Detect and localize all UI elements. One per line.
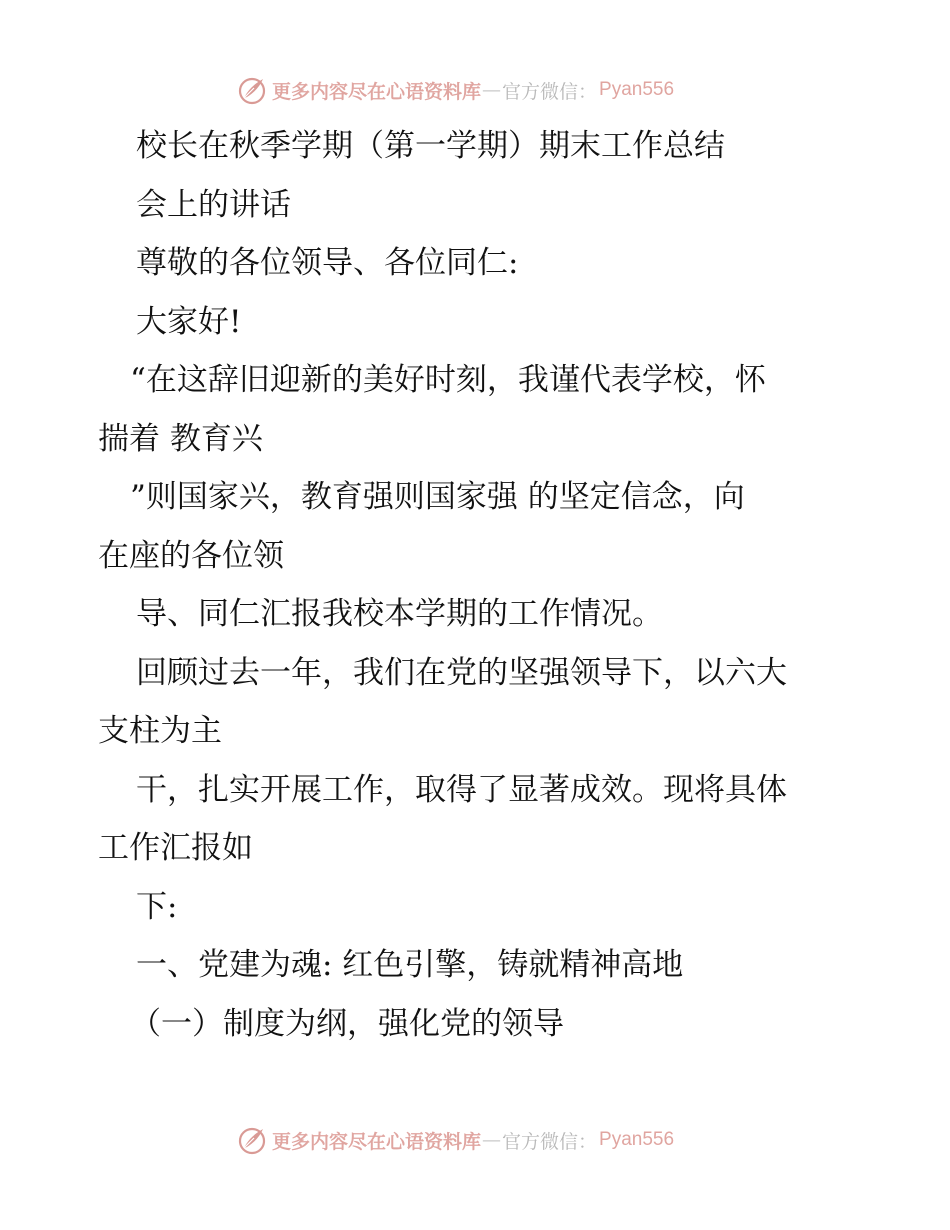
quill-logo-icon bbox=[236, 74, 268, 106]
salutation: 尊敬的各位领导、各位同仁: bbox=[136, 245, 519, 281]
paragraph-line: 导、同仁汇报我校本学期的工作情况。 bbox=[136, 596, 663, 632]
watermark-main-text: 更多内容尽在心语资料库 bbox=[272, 1130, 482, 1153]
watermark-header bbox=[236, 73, 674, 107]
document-title: 校长在秋季学期（第一学期）期末工作总结 bbox=[136, 128, 725, 164]
greeting: 大家好! bbox=[136, 303, 242, 340]
paragraph-line: 在座的各位领 bbox=[98, 537, 284, 574]
watermark-sub-text: 官方微信： bbox=[502, 80, 598, 103]
quill-logo-icon bbox=[236, 1124, 268, 1156]
paragraph-line: 回顾过去一年，我们在党的坚强领导下，以六大 bbox=[136, 654, 787, 691]
watermark-separator: — bbox=[482, 79, 502, 101]
document-body bbox=[98, 117, 868, 1053]
paragraph-line: 下: bbox=[136, 888, 178, 925]
paragraph-line: 工作汇报如 bbox=[98, 830, 253, 866]
watermark-footer bbox=[236, 1123, 674, 1157]
paragraph-line: “在这辞旧迎新的美好时刻，我谨代表学校，怀 bbox=[130, 362, 766, 398]
paragraph-line: ”则国家兴，教育强则国家强 的坚定信念，向 bbox=[130, 479, 745, 515]
document-title-cont: 会上的讲话 bbox=[136, 186, 291, 223]
paragraph-line: 支柱为主 bbox=[98, 713, 222, 749]
watermark-main-text: 更多内容尽在心语资料库 bbox=[272, 80, 482, 103]
watermark-separator: — bbox=[482, 1129, 502, 1151]
watermark-id: Pyan556 bbox=[599, 1129, 675, 1150]
watermark-sub-text: 官方微信： bbox=[502, 1130, 598, 1153]
paragraph-line: 干，扎实开展工作，取得了显著成效。现将具体 bbox=[136, 771, 787, 808]
watermark-id: Pyan556 bbox=[599, 79, 675, 100]
section-heading: 一、党建为魂: 红色引擎，铸就精神高地 bbox=[136, 947, 684, 983]
paragraph-line: 揣着 教育兴 bbox=[98, 420, 263, 457]
subsection-heading: （一）制度为纲，强化党的领导 bbox=[130, 1005, 564, 1042]
